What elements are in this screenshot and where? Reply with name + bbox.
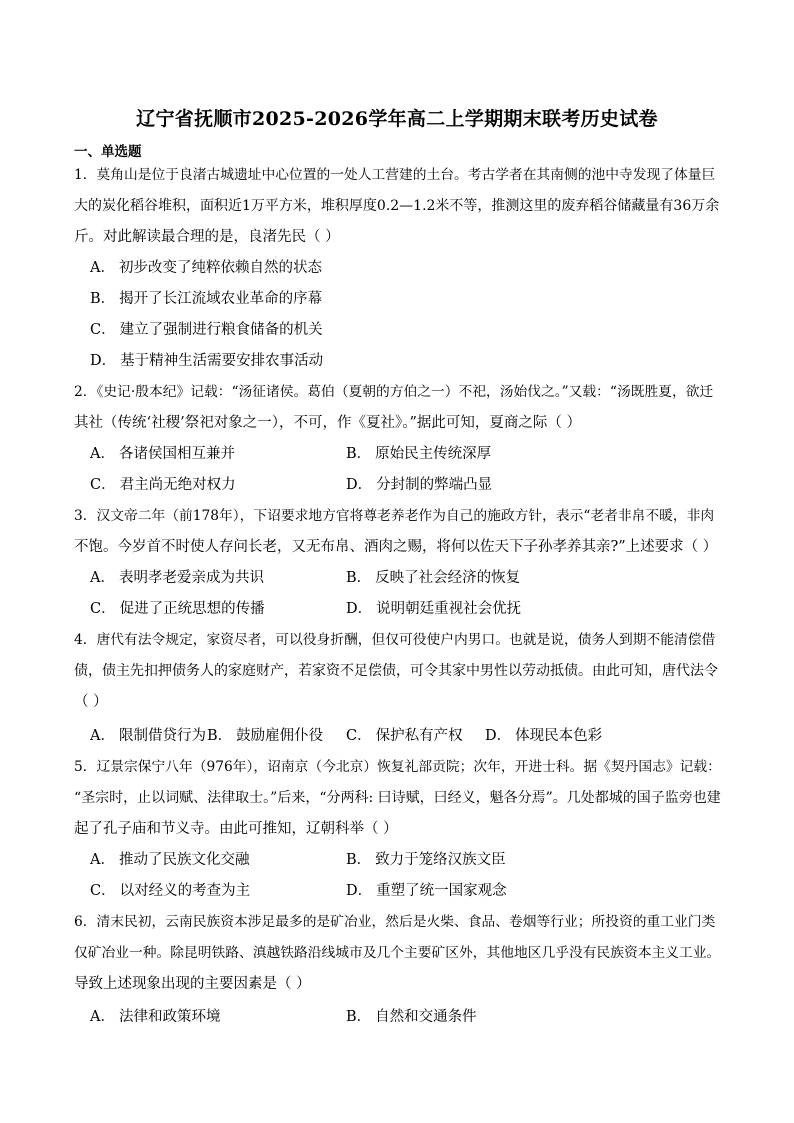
option-text: 自然和交通条件 <box>375 1009 477 1025</box>
question-1-line-1: 1．莫角山是位于良渚古城遗址中心位置的一处人工营建的土台。考古学者在其南侧的池中寺发现了体量巨 <box>74 167 716 183</box>
question-4-line-1: 4．唐代有法令规定，家资尽者，可以役身折酬，但仅可役使户内男口。也就是说，债务人到期不能清偿借 <box>74 632 716 648</box>
option-letter: D． <box>90 353 117 369</box>
question-3-line-1: 3．汉文帝二年（前178年），下诏要求地方官将尊老养老作为自己的施政方针，表示“老者非帛不暖，非肉 <box>74 508 715 524</box>
question-3-option-a <box>90 568 264 588</box>
question-4-option-b <box>207 726 323 746</box>
question-4-option-d <box>485 726 602 746</box>
option-text: 说明朝廷重视社会优抚 <box>376 601 522 617</box>
option-letter: A． <box>90 852 115 868</box>
question-6-option-a <box>90 1007 220 1027</box>
question-3-line-2: 不饱。今岁首不时使人存问长老，又无布帛、酒肉之赐，将何以佐天下子孙孝养其亲?”上述要求（ ） <box>74 539 718 555</box>
question-1-option-d <box>90 351 323 371</box>
question-4-option-a <box>90 726 206 746</box>
question-5-option-b <box>346 850 506 870</box>
option-letter: A． <box>90 1009 115 1025</box>
option-text: 分封制的弊端凸显 <box>376 477 493 493</box>
option-letter: C． <box>90 322 116 338</box>
question-6-line-3: 导致上述现象出现的主要因素是（ ） <box>74 976 311 992</box>
page-title: 辽宁省抚顺市2025-2026学年高二上学期期末联考历史试卷 <box>136 108 658 130</box>
question-6-option-b <box>346 1007 477 1027</box>
option-letter: B． <box>346 570 372 586</box>
option-letter: D． <box>346 601 373 617</box>
question-1-option-b <box>90 289 322 309</box>
question-5-line-1: 5．辽景宗保宁八年（976年），诏南京（今北京）恢复礼部贡院；次年，开进士科。据《契丹国志》记载： <box>74 759 721 775</box>
option-letter: B． <box>346 446 372 462</box>
option-text: 各诸侯国相互兼并 <box>118 446 235 462</box>
question-5-line-2: “圣宗时，止以词赋、法律取士。”后来，“分两科: 曰诗赋，曰经义，魁各分焉”。几处都城的国子监旁也建 <box>74 790 721 806</box>
option-letter: A． <box>90 570 115 586</box>
section-heading: 一、单选题 <box>74 144 142 160</box>
option-letter: A． <box>90 260 115 276</box>
option-letter: C． <box>90 601 116 617</box>
option-text: 反映了社会经济的恢复 <box>375 570 521 586</box>
option-text: 原始民主传统深厚 <box>375 446 492 462</box>
question-1-line-2: 大的炭化稻谷堆积，面积近1万平方米，堆积厚度0.2—1.2米不等，推测这里的废弃稻谷储藏量有36万余 <box>74 198 720 214</box>
question-6-line-2: 仅矿冶业一种。除昆明铁路、滇越铁路沿线城市及几个主要矿区外，其他地区几乎没有民族资本主义工业。 <box>74 945 721 961</box>
option-letter: B． <box>346 852 372 868</box>
option-letter: D． <box>485 728 512 744</box>
question-1-line-3: 斤。对此解读最合理的是，良渚先民（ ） <box>74 229 340 245</box>
question-2-line-2: 其社（传统‘社稷’祭祀对象之一），不可，作《夏社》。”据此可知，夏商之际（ ） <box>74 415 581 431</box>
option-text: 初步改变了纯粹依赖自然的状态 <box>118 260 322 276</box>
question-2-option-c <box>90 475 236 495</box>
question-3-option-c <box>90 599 265 619</box>
option-letter: A． <box>90 728 115 744</box>
question-4-line-3: （ ） <box>74 694 108 710</box>
option-letter: D． <box>346 477 373 493</box>
option-letter: A． <box>90 446 115 462</box>
question-2-line-1: 2．《史记·殷本纪》记载：“汤征诸侯。葛伯（夏朝的方伯之一）不祀，汤始伐之。”又载：“汤既胜夏，欲迁 <box>74 384 714 400</box>
option-text: 重塑了统一国家观念 <box>376 883 507 899</box>
option-letter: B． <box>207 728 233 744</box>
option-letter: C． <box>90 883 116 899</box>
option-text: 表明孝老爱亲成为共识 <box>118 570 264 586</box>
option-text: 限制借贷行为 <box>118 728 206 744</box>
question-1-option-a <box>90 258 322 278</box>
option-text: 保护私有产权 <box>375 728 463 744</box>
question-5-option-c <box>90 881 250 901</box>
question-5-option-d <box>346 881 507 901</box>
option-text: 基于精神生活需要安排农事活动 <box>120 353 324 369</box>
question-1-option-c <box>90 320 323 340</box>
option-text: 君主尚无绝对权力 <box>119 477 236 493</box>
question-4-option-c <box>346 726 463 746</box>
option-letter: D． <box>346 883 373 899</box>
option-text: 建立了强制进行粮食储备的机关 <box>119 322 323 338</box>
option-text: 体现民本色彩 <box>515 728 603 744</box>
question-5-option-a <box>90 850 249 870</box>
option-text: 揭开了长江流域农业革命的序幕 <box>119 291 323 307</box>
question-4-line-2: 债，债主先扣押债务人的家庭财产，若家资不足偿债，可令其家中男性以劳动抵债。由此可知，唐代法令 <box>74 663 718 679</box>
question-2-option-d <box>346 475 492 495</box>
question-2-option-b <box>346 444 491 464</box>
question-3-option-d <box>346 599 521 619</box>
question-3-option-b <box>346 568 520 588</box>
option-text: 法律和政策环境 <box>118 1009 221 1025</box>
option-letter: B． <box>90 291 116 307</box>
option-text: 以对经义的考查为主 <box>119 883 251 899</box>
question-2-option-a <box>90 444 235 464</box>
option-letter: C． <box>90 477 116 493</box>
question-6-line-1: 6．清末民初，云南民族资本涉足最多的是矿冶业，然后是火柴、食品、卷烟等行业；所投资的重工业门类 <box>74 914 716 930</box>
question-5-line-3: 起了孔子庙和节义寺。由此可推知，辽朝科举（ ） <box>74 821 398 837</box>
option-text: 鼓励雇佣仆役 <box>236 728 324 744</box>
option-text: 推动了民族文化交融 <box>118 852 250 868</box>
option-letter: C． <box>346 728 372 744</box>
option-text: 致力于笼络汉族文臣 <box>375 852 506 868</box>
option-letter: B． <box>346 1009 372 1025</box>
option-text: 促进了正统思想的传播 <box>119 601 265 617</box>
